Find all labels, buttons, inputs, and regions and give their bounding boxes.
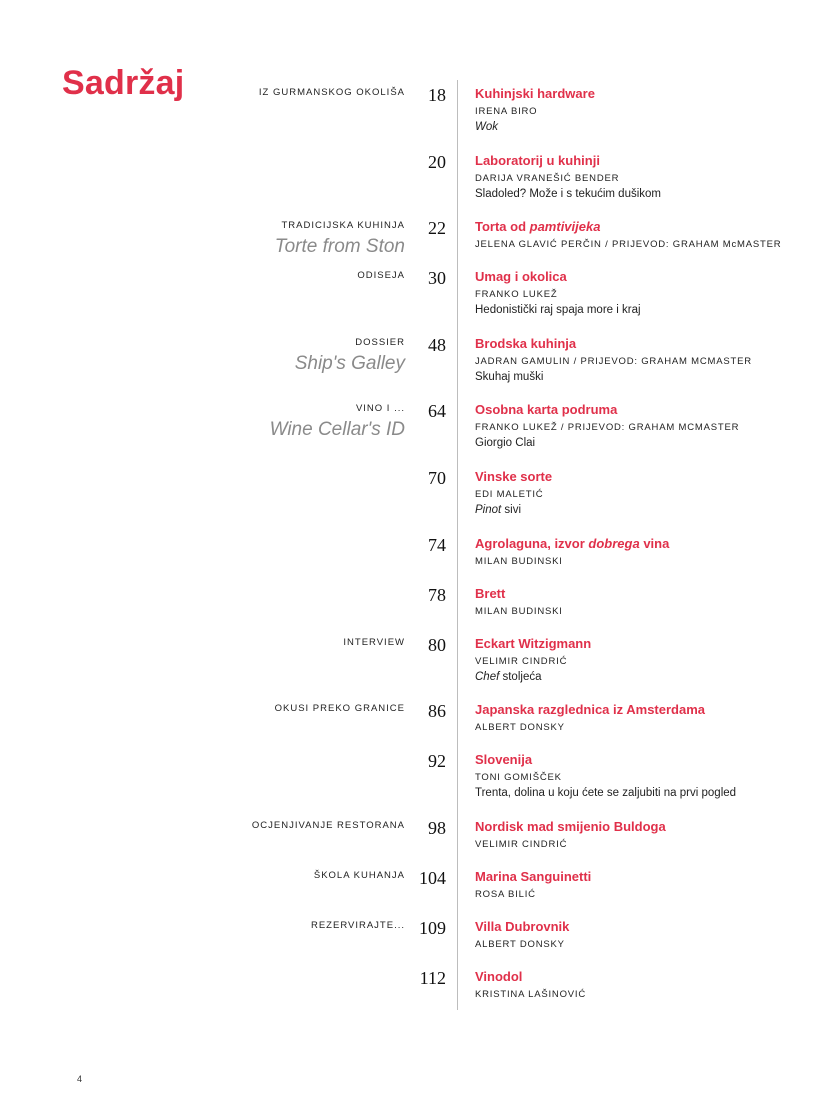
page-number: 80 bbox=[428, 635, 446, 655]
page-number: 104 bbox=[419, 868, 446, 888]
article-title-text: Eckart Witzigmann bbox=[475, 636, 592, 651]
article-entry bbox=[475, 635, 591, 685]
article-title-text: Japanska razglednica iz Amsterdama bbox=[475, 702, 706, 717]
article-author: FRANKO LUKEŽ / PRIJEVOD: GRAHAM MCMASTER bbox=[475, 422, 740, 433]
section-heading bbox=[275, 220, 405, 259]
article-entry bbox=[475, 585, 563, 619]
article-author: KRISTINA LAŠINOVIĆ bbox=[475, 989, 587, 1000]
article-subtitle bbox=[475, 119, 595, 135]
article-title bbox=[475, 268, 641, 286]
article-title bbox=[475, 152, 661, 170]
article-author: JELENA GLAVIĆ PERČIN / PRIJEVOD: GRAHAM McMASTER bbox=[475, 239, 782, 250]
article-entry bbox=[475, 868, 591, 902]
section-label: INTERVIEW bbox=[343, 637, 405, 648]
article-entry bbox=[475, 335, 752, 385]
page-number: 30 bbox=[428, 268, 446, 288]
article-author: TONI GOMIŠČEK bbox=[475, 772, 562, 783]
page-number: 112 bbox=[419, 968, 446, 988]
article-entry bbox=[475, 968, 586, 1002]
article-author: VELIMIR CINDRIĆ bbox=[475, 839, 568, 850]
article-title bbox=[475, 968, 586, 986]
page-number: 64 bbox=[428, 401, 446, 421]
article-author: ALBERT DONSKY bbox=[475, 722, 565, 733]
article-title-italic: pamtivijeka bbox=[529, 219, 601, 234]
article-author: EDI MALETIĆ bbox=[475, 489, 544, 500]
section-label: OCJENJIVANJE RESTORANA bbox=[251, 820, 405, 831]
article-title-text: Laboratorij u kuhinji bbox=[475, 153, 600, 168]
article-title bbox=[475, 635, 591, 653]
article-title-text: Umag i okolica bbox=[475, 269, 567, 284]
article-author: DARIJA VRANEŠIĆ BENDER bbox=[475, 173, 620, 184]
article-subtitle-text: Trenta, dolina u koju ćete se zaljubiti na prvi pogled bbox=[475, 787, 737, 799]
page-number: 109 bbox=[419, 918, 446, 938]
article-title bbox=[475, 585, 563, 603]
article-subtitle-text: Sladoled? Može i s tekućim dušikom bbox=[475, 188, 661, 200]
article-subtitle bbox=[475, 302, 641, 318]
page-title: Sadržaj bbox=[62, 64, 185, 102]
article-subtitle-italic: Chef bbox=[475, 671, 500, 683]
article-title bbox=[475, 751, 736, 769]
section-label: TRADICIJSKA KUHINJA bbox=[281, 220, 405, 231]
article-title-text: Brodska kuhinja bbox=[475, 336, 577, 351]
article-subtitle bbox=[475, 369, 752, 385]
article-title bbox=[475, 468, 552, 486]
page-number: 22 bbox=[428, 218, 446, 238]
article-subtitle-text: Skuhaj muški bbox=[475, 371, 544, 383]
article-subtitle-text: Hedonistički raj spaja more i kraj bbox=[475, 304, 641, 316]
article-title bbox=[475, 701, 705, 719]
section-english-title: Torte from Ston bbox=[274, 236, 405, 257]
article-entry bbox=[475, 751, 736, 801]
article-title bbox=[475, 918, 569, 936]
article-title-text: Agrolaguna, izvor bbox=[475, 536, 589, 551]
article-subtitle bbox=[475, 785, 736, 801]
page-number: 48 bbox=[428, 335, 446, 355]
page-number: 20 bbox=[428, 152, 446, 172]
page-folio: 4 bbox=[77, 1074, 83, 1084]
section-heading bbox=[311, 920, 405, 932]
section-english-title: Ship's Galley bbox=[294, 353, 405, 374]
article-title bbox=[475, 218, 781, 236]
article-title bbox=[475, 401, 739, 419]
article-title-italic: dobrega bbox=[588, 536, 640, 551]
section-label: OKUSI PREKO GRANICE bbox=[274, 703, 405, 714]
article-title bbox=[475, 535, 669, 553]
article-title bbox=[475, 818, 666, 836]
section-heading bbox=[259, 87, 405, 99]
page-number: 74 bbox=[428, 535, 446, 555]
section-heading bbox=[275, 703, 405, 715]
article-subtitle-italic: Wok bbox=[475, 121, 498, 133]
section-label: ŠKOLA KUHANJA bbox=[313, 870, 405, 881]
section-heading bbox=[270, 403, 405, 442]
page-number: 78 bbox=[428, 585, 446, 605]
article-author: MILAN BUDINSKI bbox=[475, 606, 563, 617]
article-author: FRANKO LUKEŽ bbox=[475, 289, 558, 300]
section-label: REZERVIRAJTE... bbox=[310, 920, 405, 931]
article-subtitle bbox=[475, 186, 661, 202]
section-heading bbox=[252, 820, 405, 832]
article-entry bbox=[475, 918, 569, 952]
article-entry bbox=[475, 268, 641, 318]
page-number: 70 bbox=[428, 468, 446, 488]
article-title bbox=[475, 335, 752, 353]
article-subtitle bbox=[475, 502, 552, 518]
article-title bbox=[475, 868, 591, 886]
article-entry bbox=[475, 85, 595, 135]
article-title-text: Torta od bbox=[475, 219, 530, 234]
article-subtitle-italic: Pinot bbox=[475, 504, 502, 516]
section-heading bbox=[295, 337, 405, 376]
article-title-text: Kuhinjski hardware bbox=[475, 86, 595, 101]
article-entry bbox=[475, 218, 781, 252]
section-label: IZ GURMANSKOG OKOLIŠA bbox=[258, 87, 405, 98]
article-title-text: Slovenija bbox=[475, 752, 533, 767]
article-subtitle-text: Giorgio Clai bbox=[475, 437, 536, 449]
page-number: 98 bbox=[428, 818, 446, 838]
article-title-text: Villa Dubrovnik bbox=[475, 919, 570, 934]
article-subtitle-text: stoljeća bbox=[499, 671, 542, 683]
article-title-text: Marina Sanguinetti bbox=[475, 869, 592, 884]
section-english-title: Wine Cellar's ID bbox=[269, 419, 405, 440]
article-author: ROSA BILIĆ bbox=[475, 889, 536, 900]
article-subtitle bbox=[475, 669, 591, 685]
article-entry bbox=[475, 152, 661, 202]
article-title-text: Vinodol bbox=[475, 969, 523, 984]
article-title-text: Osobna karta podruma bbox=[475, 402, 618, 417]
column-divider bbox=[457, 80, 458, 1010]
article-entry bbox=[475, 818, 666, 852]
section-label: VINO I ... bbox=[355, 403, 405, 414]
article-entry bbox=[475, 468, 552, 518]
article-title-text: Vinske sorte bbox=[475, 469, 553, 484]
article-author: MILAN BUDINSKI bbox=[475, 556, 563, 567]
section-label: ODISEJA bbox=[357, 270, 405, 281]
article-title-tail: vina bbox=[639, 536, 670, 551]
article-title-text: Brett bbox=[475, 586, 506, 601]
article-entry bbox=[475, 535, 669, 569]
page-number: 86 bbox=[428, 701, 446, 721]
article-author: VELIMIR CINDRIĆ bbox=[475, 656, 568, 667]
article-title bbox=[475, 85, 595, 103]
article-subtitle bbox=[475, 435, 739, 451]
article-author: JADRAN GAMULIN / PRIJEVOD: GRAHAM MCMASTER bbox=[475, 356, 752, 367]
article-title-text: Nordisk mad smijenio Buldoga bbox=[475, 819, 666, 834]
page-number: 92 bbox=[428, 751, 446, 771]
article-entry bbox=[475, 701, 705, 735]
article-author: IRENA BIRO bbox=[475, 106, 538, 117]
article-subtitle-text: sivi bbox=[501, 504, 522, 516]
section-heading bbox=[314, 870, 405, 882]
page-number: 18 bbox=[428, 85, 446, 105]
article-entry bbox=[475, 401, 739, 451]
article-author: ALBERT DONSKY bbox=[475, 939, 565, 950]
section-label: DOSSIER bbox=[355, 337, 405, 348]
